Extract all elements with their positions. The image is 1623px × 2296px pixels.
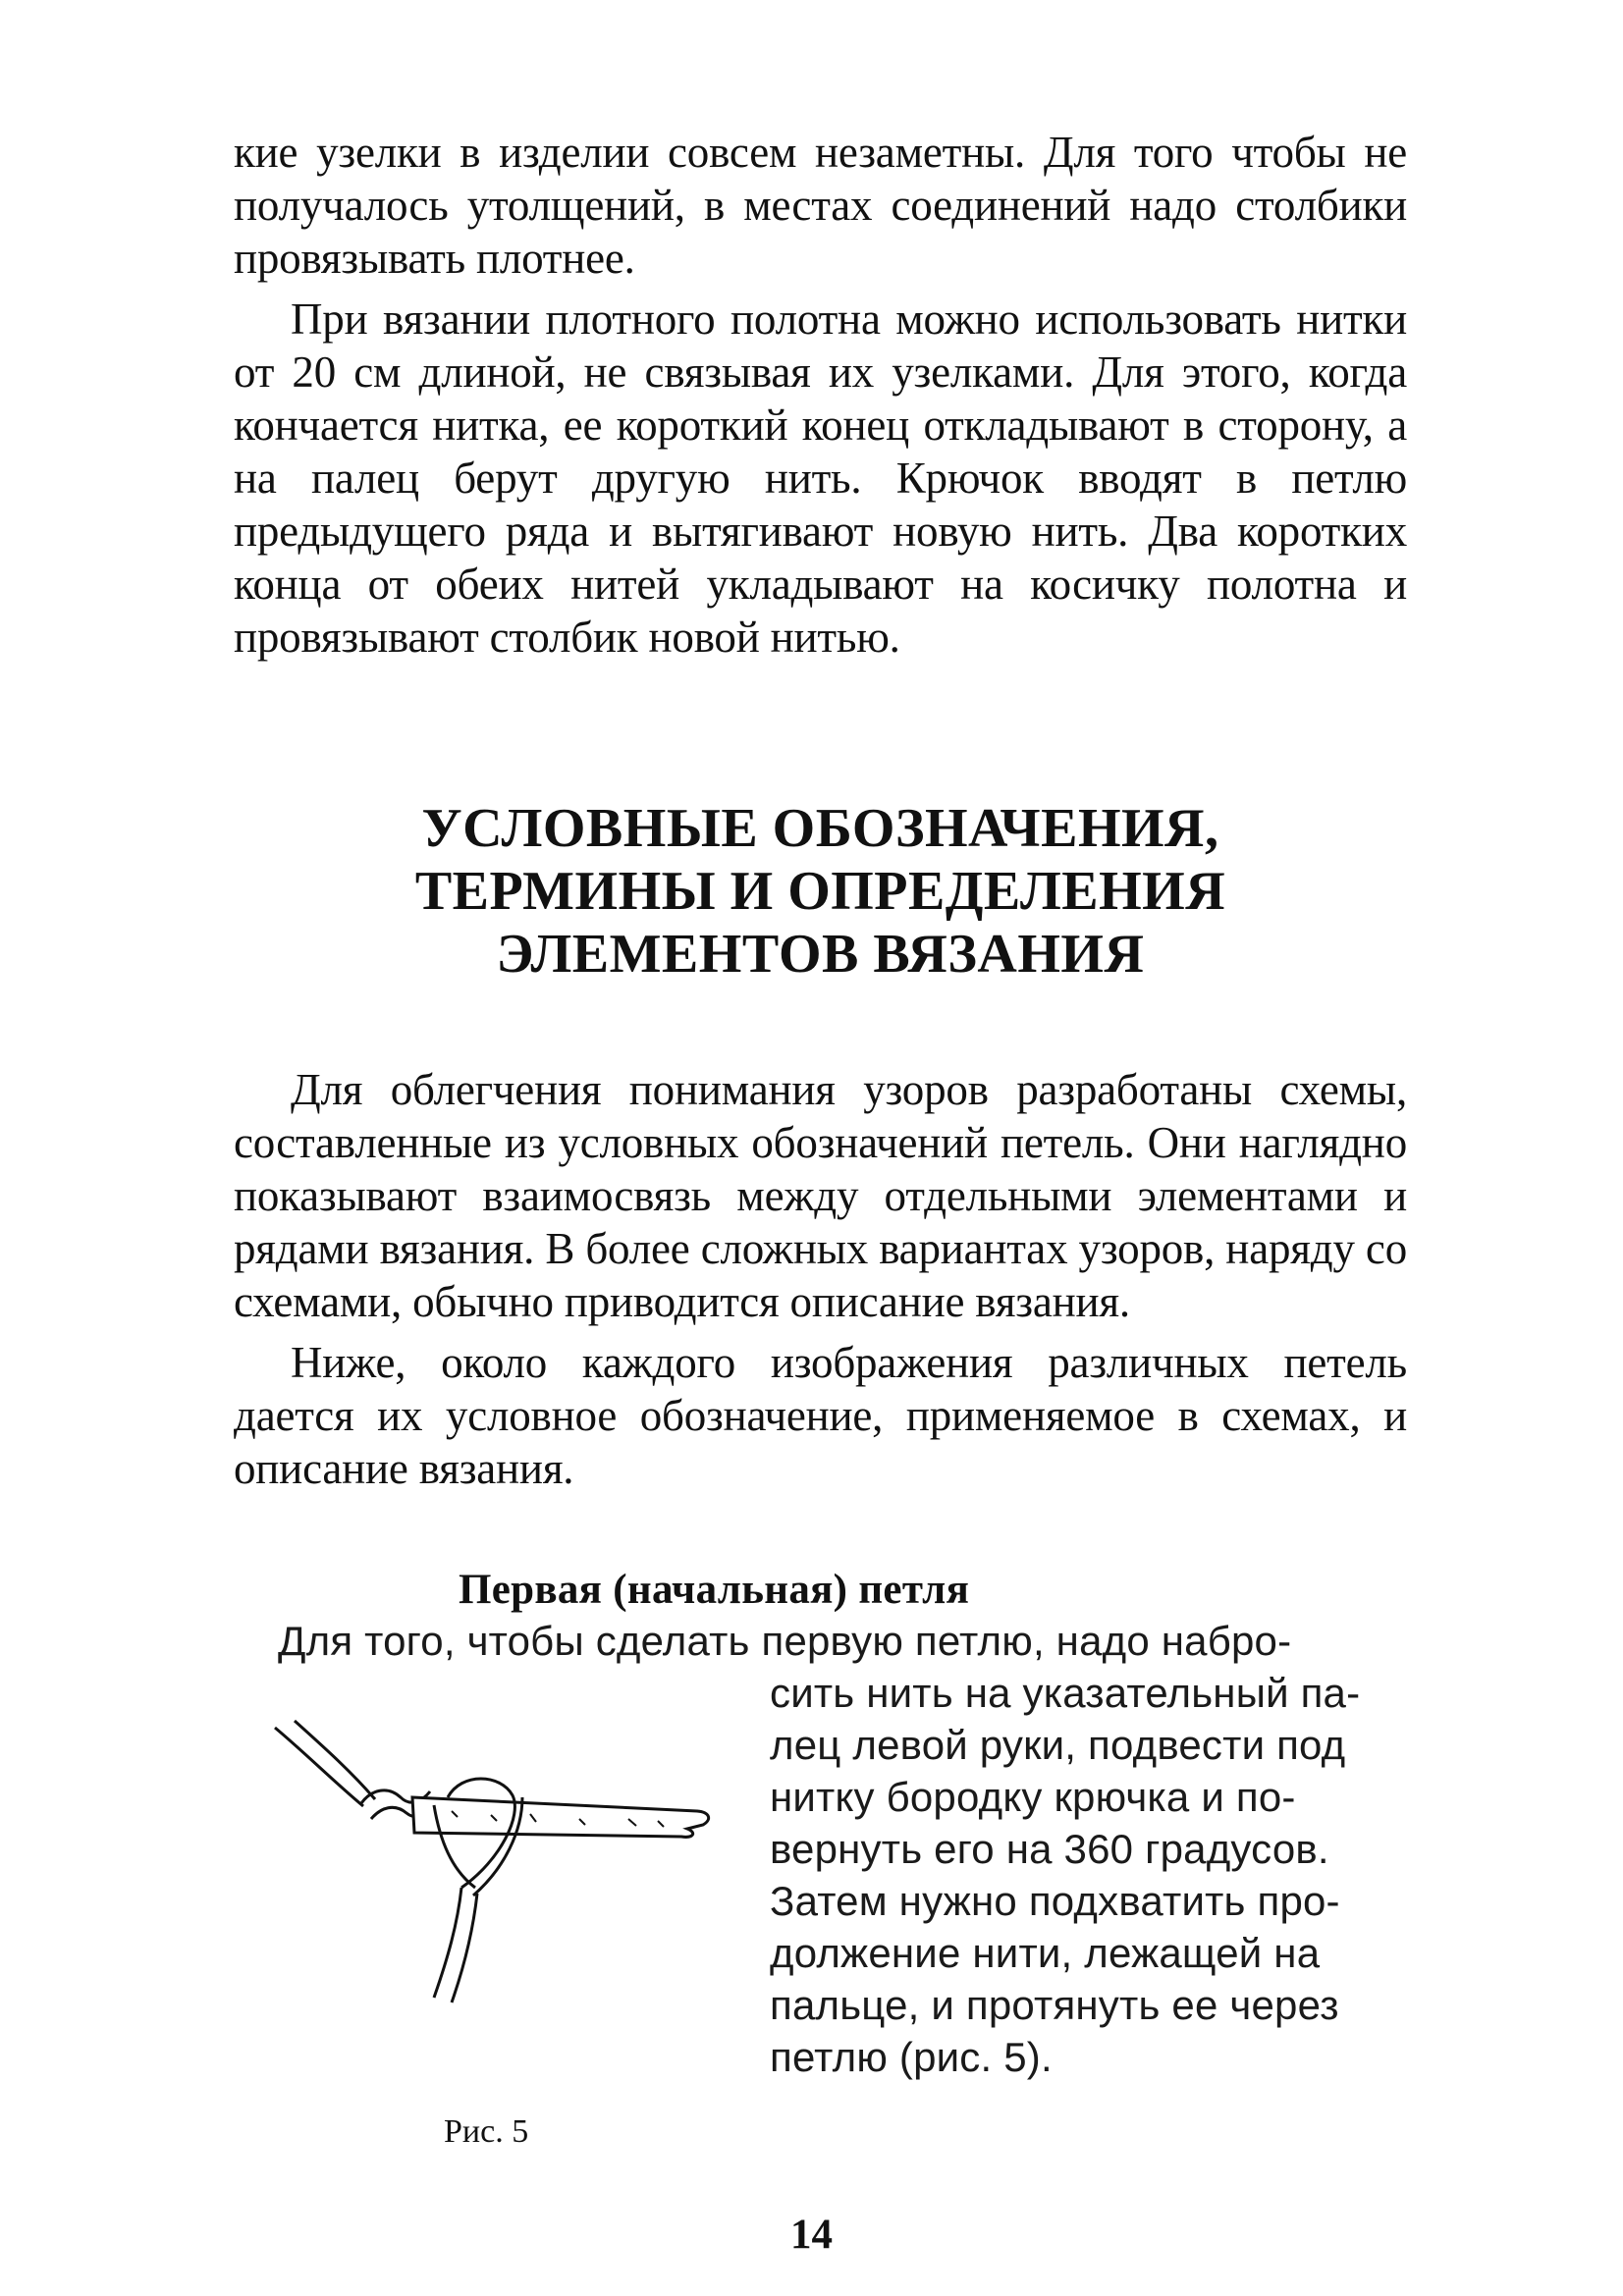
first-loop-line: пальце, и протянуть ее через bbox=[770, 1982, 1339, 2028]
first-loop-line: вернуть его на 360 градусов. bbox=[770, 1826, 1329, 1872]
section-heading bbox=[234, 797, 1407, 986]
first-loop-line: Затем нужно подхватить про- bbox=[770, 1878, 1340, 1924]
section-paragraph-symbols: Ниже, около каждого изображения различных петель дается их условное обозначение, применяемое в схемах, и описание вязания. bbox=[234, 1338, 1407, 1493]
section-text-block bbox=[234, 1063, 1407, 1495]
section-heading-line-2: ТЕРМИНЫ И ОПРЕДЕЛЕНИЯ bbox=[414, 861, 1226, 922]
section-paragraph-schemes: Для облегчения понимания узоров разработаны схемы, составленные из условных обозначений петель. Они наглядно показывают взаимосвязь между отдельными элементами и рядами вязания. В более сложных вариантах узоров, наряду со схемами, обычно приводится описание вязания. bbox=[234, 1065, 1407, 1326]
first-loop-illustration bbox=[265, 1713, 727, 2007]
first-loop-line: должение нити, лежащей на bbox=[770, 1930, 1321, 1976]
section-heading-line-1: УСЛОВНЫЕ ОБОЗНАЧЕНИЯ, bbox=[421, 798, 1219, 859]
first-loop-line: нитку бородку крючка и по- bbox=[770, 1774, 1296, 1820]
section-heading-line-3: ЭЛЕМЕНТОВ ВЯЗАНИЯ bbox=[496, 924, 1145, 985]
first-loop-line: петлю (рис. 5). bbox=[770, 2034, 1053, 2080]
first-loop-title: Первая (начальная) петля bbox=[459, 1567, 970, 1613]
first-loop-line: лец левой руки, подвести под bbox=[770, 1722, 1346, 1768]
page-number: 14 bbox=[790, 2212, 833, 2258]
figure-caption: Рис. 5 bbox=[444, 2113, 529, 2150]
first-loop-line: Для того, чтобы сделать первую петлю, надо набро- bbox=[278, 1618, 1292, 1664]
intro-text-block bbox=[234, 126, 1407, 664]
first-loop-line: сить нить на указательный па- bbox=[770, 1670, 1361, 1716]
intro-paragraph-joining-threads: При вязании плотного полотна можно использовать нитки от 20 см длиной, не связывая их узелками. Для этого, когда кончается нитка, ее короткий конец откладывают в сторону, а на палец берут другую нить. Крючок вводят в петлю предыдущего ряда и вытягивают новую нить. Два коротких конца от обеих нитей укладывают на косичку полотна и провязывают столбик новой нитью. bbox=[234, 294, 1407, 662]
intro-paragraph-continuation: кие узелки в изделии совсем незаметны. Для того чтобы не получалось утолщений, в местах соединений надо столбики провязывать плотнее. bbox=[234, 128, 1407, 283]
